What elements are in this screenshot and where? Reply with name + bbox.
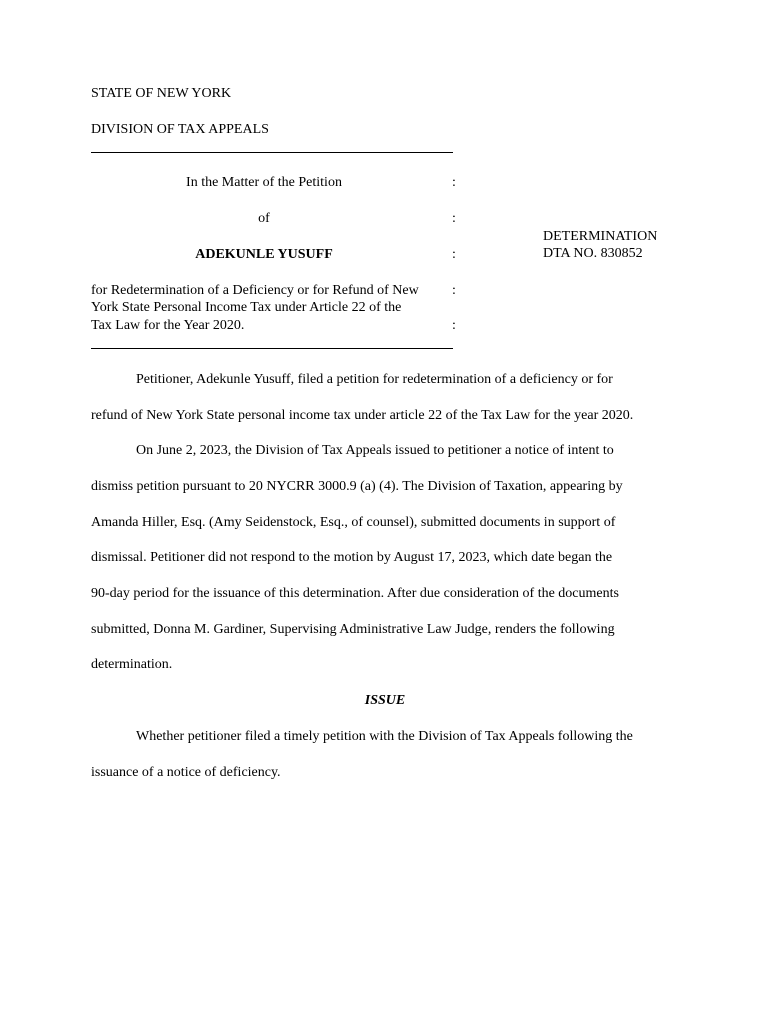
paragraph-line: Petitioner, Adekunle Yusuff, filed a petition for redetermination of a deficiency or for xyxy=(136,372,613,387)
issue-line: issuance of a notice of deficiency. xyxy=(91,765,281,780)
state-heading: STATE OF NEW YORK xyxy=(91,86,232,101)
purpose-line: Tax Law for the Year 2020. xyxy=(91,318,245,333)
division-heading: DIVISION OF TAX APPEALS xyxy=(91,122,269,137)
caption-colon: : xyxy=(452,211,456,226)
caption-colon: : xyxy=(452,247,456,262)
purpose-line: for Redetermination of a Deficiency or for Refund of New xyxy=(91,283,419,298)
petitioner-name: ADEKUNLE YUSUFF xyxy=(195,247,333,262)
paragraph-line: dismissal. Petitioner did not respond to the motion by August 17, 2023, which date began the xyxy=(91,550,613,565)
paragraph-line: submitted, Donna M. Gardiner, Supervising Administrative Law Judge, renders the following xyxy=(91,622,615,637)
caption-colon: : xyxy=(452,175,456,190)
issue-line: Whether petitioner filed a timely petition with the Division of Tax Appeals following the xyxy=(136,729,633,744)
paragraph-line: On June 2, 2023, the Division of Tax Appeals issued to petitioner a notice of intent to xyxy=(136,443,614,458)
matter-line: In the Matter of the Petition xyxy=(186,175,342,190)
paragraph-line: determination. xyxy=(91,657,173,672)
paragraph-line: 90-day period for the issuance of this determination. After due consideration of the documents xyxy=(91,586,619,601)
caption-colon: : xyxy=(452,318,456,333)
caption-bottom-rule xyxy=(91,348,453,349)
paragraph-line: dismiss petition pursuant to 20 NYCRR 3000.9 (a) (4). The Division of Taxation, appearing by xyxy=(91,479,623,494)
purpose-line: York State Personal Income Tax under Article 22 of the xyxy=(91,300,402,315)
caption-top-rule xyxy=(91,152,453,153)
determination-title: DETERMINATION xyxy=(543,229,658,244)
paragraph-line: Amanda Hiller, Esq. (Amy Seidenstock, Esq., of counsel), submitted documents in support of xyxy=(91,515,616,530)
dta-number: DTA NO. 830852 xyxy=(543,246,643,261)
of-line: of xyxy=(258,211,270,226)
issue-heading: ISSUE xyxy=(364,693,406,708)
caption-colon: : xyxy=(452,283,456,298)
paragraph-line: refund of New York State personal income tax under article 22 of the Tax Law for the year 2020. xyxy=(91,408,634,423)
